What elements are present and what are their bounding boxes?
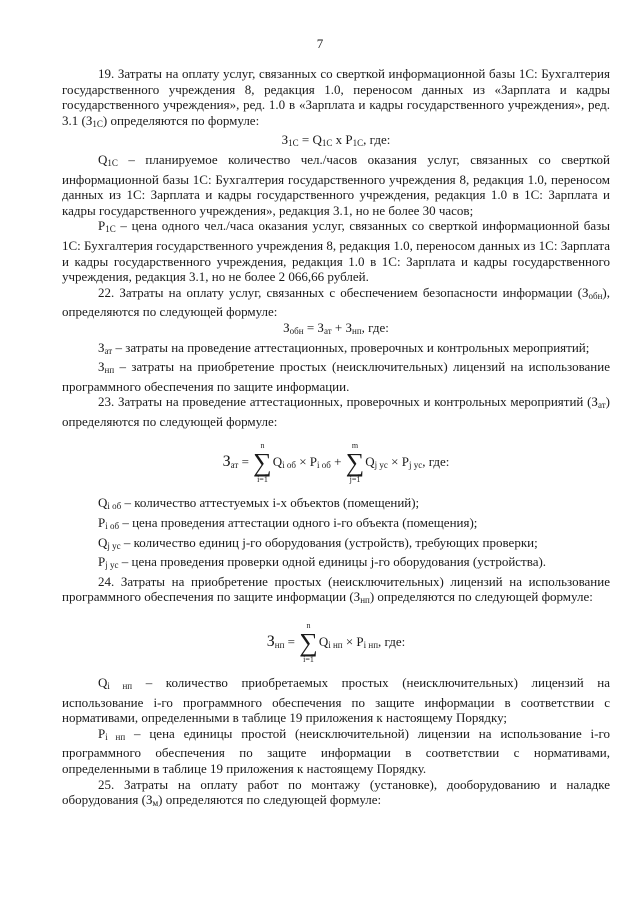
formula-19: $З_{1С} = Q_{1С}$ x $P_{1С}$, где: <box>281 132 391 149</box>
formula-23: $З_{ат}$ = n ∑ i=1 $Q_{i об} \times P_{i об}$ + m ∑ j=1 $Q_{j ус} \times P_{j ус}$, где: <box>222 441 450 485</box>
formula-22: $З_{обн} = З_{ат} + З_{нп}$, где: <box>283 319 389 336</box>
definition-piob: $P_{i об}$ – цена проведения аттестации одного i-го объекта (помещения); <box>98 515 478 532</box>
paragraph-24: 24. Затраты на приобретение простых (неисключительных) лицензий на использование программного обеспечения по защите информации $(З_{нп})$ определяются по следующей формуле: <box>62 573 610 606</box>
definition-qinp: $Q_{i нп}$ – количество приобретаемых простых (неисключительных) лицензий на использование i-го программного обеспечения по защите информации в соответствии с нормативами, определенными в таблице 19 приложения к настоящему Порядку; <box>62 675 610 726</box>
page-number: 7 <box>316 36 324 51</box>
definition-zat: $З_{ат}$ – затраты на проведение аттестационных, проверочных и контрольных мероприятий; <box>98 339 590 356</box>
paragraph-22: 22. Затраты на оплату услуг, связанных с обеспечением безопасности информации $(З_{обн})$, определяются по следующей формуле: <box>62 284 610 320</box>
definition-pjus: $P_{j ус}$ – цена проведения проверки одной единицы j-го оборудования (устройства). <box>98 554 547 571</box>
formula-24: $З_{нп}$ = n ∑ i=1 $Q_{i нп} \times P_{i нп}$, где: <box>266 621 406 665</box>
definition-qiob: $Q_{i об}$ – количество аттестуемых i-х объектов (помещений); <box>98 495 420 512</box>
definition-p1c: $P_{1С}$ – цена одного чел./часа оказания услуг, связанных со сверткой информационной базы 1С: Бухгалтерия государственного учреждения 8, редакция 1.0, переносом данных из 1С: Зарплата и кадры государственного учреждения, редакция 1.0 в 1С: Зарплата и кадры государственного учреждения, редакция 3.1, но не более 2 066,66 рублей. <box>62 218 610 285</box>
sum-symbol-i: n ∑ i=1 <box>253 441 272 485</box>
document-body <box>62 66 610 812</box>
sum-symbol-j: m ∑ j=1 <box>345 441 365 485</box>
definition-qjus: $Q_{j ус}$ – количество единиц j-го оборудования (устройств), требующих проверки; <box>98 534 538 551</box>
definition-znp: $З_{нп}$ – затраты на приобретение простых (неисключительных) лицензий на использование программного обеспечения по защите информации. <box>62 359 610 394</box>
paragraph-25: 25. Затраты на оплату работ по монтажу (установке), дооборудованию и наладке оборудования $(З_м)$ определяются по следующей формуле: <box>62 776 610 809</box>
definition-q1c: $Q_{1С}$ – планируемое количество чел./часов оказания услуг, связанных со сверткой информационной базы 1С: Бухгалтерия государственного учреждения 8, редакция 1.0, переносом данных из 1С: Зарплата и кадры государственного учреждения, редакция 1.0 в 1С: Зарплата и кадры государственного учреждения», редакция 3.1, но не более 30 часов; <box>62 151 610 218</box>
paragraph-23: 23. Затраты на проведение аттестационных, проверочных и контрольных мероприятий $(З_{ат})$ определяются по следующей формуле: <box>62 394 610 429</box>
sum-symbol-i2: n ∑ i=1 <box>299 621 318 665</box>
paragraph-19: 19. Затраты на оплату услуг, связанных со сверткой информационной базы 1С: Бухгалтерия государственного учреждения 8, редакция 1.0, переносом данных из «Зарплата и кадры государственного учреждения», ред. 1.0 в «Зарплата и кадры государственного учреждения», ред. 3.1 $(З_{1С})$ определяются по формуле: <box>62 66 610 129</box>
definition-pinp: $P_{i нп}$ – цена единицы простой (неисключительной) лицензии на использование i-го программного обеспечения по защите информации в соответствии с нормативами, определенными в таблице 19 приложения к настоящему Порядку. <box>62 725 611 776</box>
